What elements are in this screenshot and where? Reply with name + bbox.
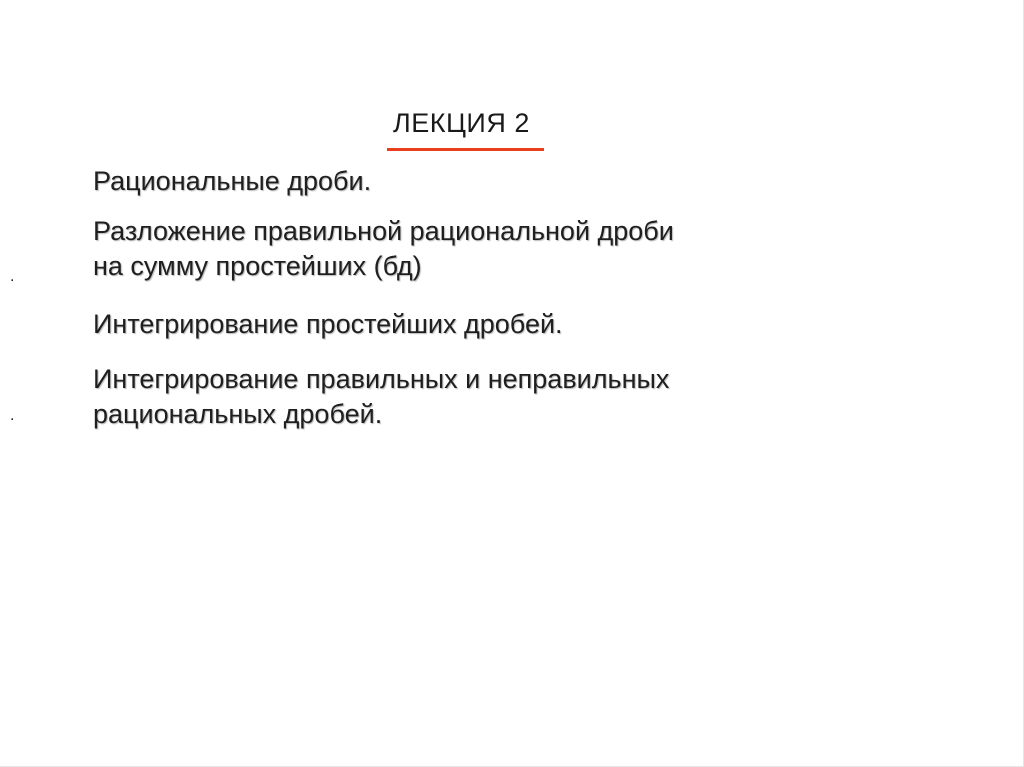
topic-item-3 [93,307,563,342]
lecture-title: ЛЕКЦИЯ 2 [393,108,530,138]
bullet-mark: . [10,268,15,285]
topic-line: рациональных дробей. [93,399,383,429]
topic-line: Интегрирование простейших дробей. [93,309,563,339]
topic-line: на сумму простейших (бд) [93,251,422,281]
title-underline [387,148,544,151]
topic-line: Разложение правильной рациональной дроби [93,216,674,246]
bullet-mark: . [10,407,15,424]
topic-item-1 [93,164,371,199]
topic-item-4 [93,362,669,432]
topic-item-2 [93,214,674,284]
topic-line: Интегрирование правильных и неправильных [93,364,670,394]
topic-line: Рациональные дроби. [93,166,372,196]
